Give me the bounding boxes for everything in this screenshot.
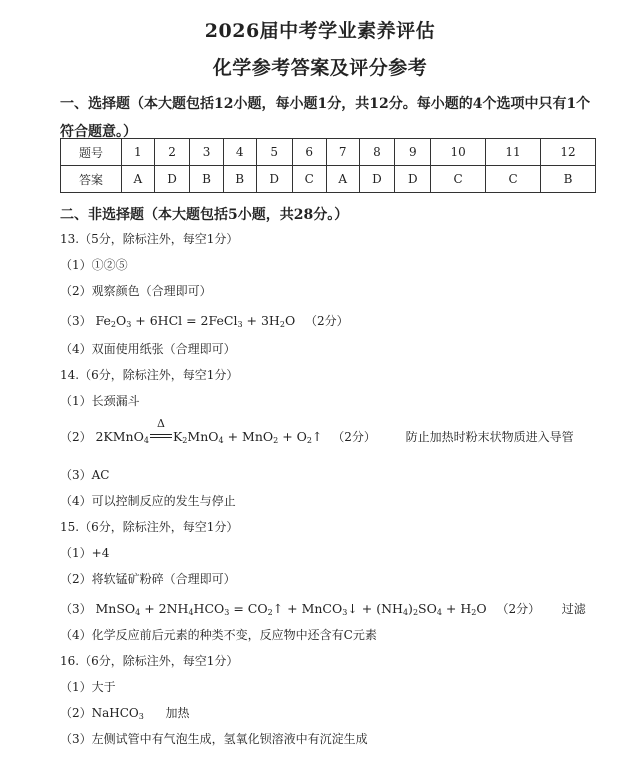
q14-answer-2 (60, 417, 574, 445)
table-cell: 4 (223, 139, 256, 166)
q13-answer-4: （4）双面使用纸张（合理即可） (60, 342, 236, 356)
q13-head: 13.（5分，除标注外，每空1分） (60, 232, 239, 246)
table-cell: D (256, 166, 292, 193)
table-cell: B (190, 166, 223, 193)
table-cell: 5 (256, 139, 292, 166)
q14-answer-2-note: （2分） (332, 430, 376, 444)
q15-answer-3-extra: 过滤 (561, 602, 586, 616)
q16-answer-1: （1）大于 (60, 680, 116, 694)
q15-answer-2: （2）将软锰矿粉碎（合理即可） (60, 572, 236, 586)
table-cell: B (223, 166, 256, 193)
table-cell: 6 (292, 139, 326, 166)
q15-answer-3 (60, 600, 586, 617)
answer-table (60, 138, 596, 193)
page-subtitle: 化学参考答案及评分参考 (212, 57, 428, 79)
table-cell: D (359, 166, 395, 193)
table-cell: B (540, 166, 595, 193)
q16-answer-2-extra: 加热 (165, 706, 190, 720)
q14-head: 14.（6分，除标注外，每空1分） (60, 368, 239, 382)
q13-answer-1: （1）①②⑤ (60, 258, 128, 272)
q16-head: 16.（6分，除标注外，每空1分） (60, 654, 239, 668)
q14-answer-2-prefix: （2） (60, 430, 92, 444)
q14-answer-1: （1）长颈漏斗 (60, 394, 140, 408)
table-cell: C (431, 166, 486, 193)
q13-answer-3-note: （2分） (305, 314, 349, 328)
row-label: 答案 (61, 166, 122, 193)
table-cell: A (326, 166, 359, 193)
page-title: 2026届中考学业素养评估 (204, 20, 436, 42)
q16-answer-2-prefix: （2）NaHCO (60, 706, 139, 720)
table-cell: D (395, 166, 431, 193)
table-cell: 9 (395, 139, 431, 166)
q13-answer-2: （2）观察颜色（合理即可） (60, 284, 212, 298)
q14-answer-4: （4）可以控制反应的发生与停止 (60, 494, 236, 508)
table-cell: 10 (431, 139, 486, 166)
table-cell: 12 (540, 139, 595, 166)
q16-answer-2-sub: 3 (138, 712, 144, 721)
table-cell: 1 (122, 139, 155, 166)
table-cell: A (122, 166, 155, 193)
table-cell: 2 (154, 139, 190, 166)
heat-condition-sign: Δ (149, 429, 173, 444)
table-cell: C (292, 166, 326, 193)
section-heading-nonchoice: 二、非选择题（本大题包括5小题，共28分。） (60, 207, 349, 223)
row-label: 题号 (61, 139, 122, 166)
q14-answer-2-extra: 防止加热时粉末状物质进入导管 (405, 430, 574, 444)
table-row-answers (61, 166, 596, 193)
q13-answer-3 (60, 312, 349, 329)
table-cell: 7 (326, 139, 359, 166)
q16-answer-2 (60, 704, 190, 721)
q14-answer-3: （3）AC (60, 468, 110, 482)
equation-fe2o3-hcl: $Fe_2O_3 + 6HCl$ = 2FeCl$_3$ + $3H_2O$ (95, 313, 296, 329)
q15-answer-3-note: （2分） (496, 602, 541, 616)
table-cell: C (486, 166, 541, 193)
equation-kmno4: 2KMnO$_4$ Δ $K_2MnO_4 + MnO_2$ + $O_2↑$ (95, 417, 323, 445)
q13-answer-3-prefix: （3） (60, 314, 92, 328)
q15-answer-3-prefix: （3） (60, 602, 92, 616)
section-heading-choice: 一、选择题（本大题包括12小题，每小题1分，共12分。每小题的4个选项中只有1个符合题意。） (60, 96, 591, 140)
equation-mnso4: MnSO$_4$ + $2NH_4HCO_3$ = $CO_2↑$ + MnCO$_3$↓ + $(NH_4)_2SO_4 + H_2O$ (95, 601, 487, 617)
q16-answer-3: （3）左侧试管中有气泡生成，氢氧化钡溶液中有沉淀生成 (60, 732, 368, 746)
table-cell: 11 (486, 139, 541, 166)
table-cell: 3 (190, 139, 223, 166)
q15-answer-1: （1）+4 (60, 546, 110, 560)
q15-answer-4: （4）化学反应前后元素的种类不变，反应物中还含有C元素 (60, 628, 377, 642)
table-cell: D (154, 166, 190, 193)
table-cell: 8 (359, 139, 395, 166)
table-row-numbers (61, 139, 596, 166)
q15-head: 15.（6分，除标注外，每空1分） (60, 520, 239, 534)
